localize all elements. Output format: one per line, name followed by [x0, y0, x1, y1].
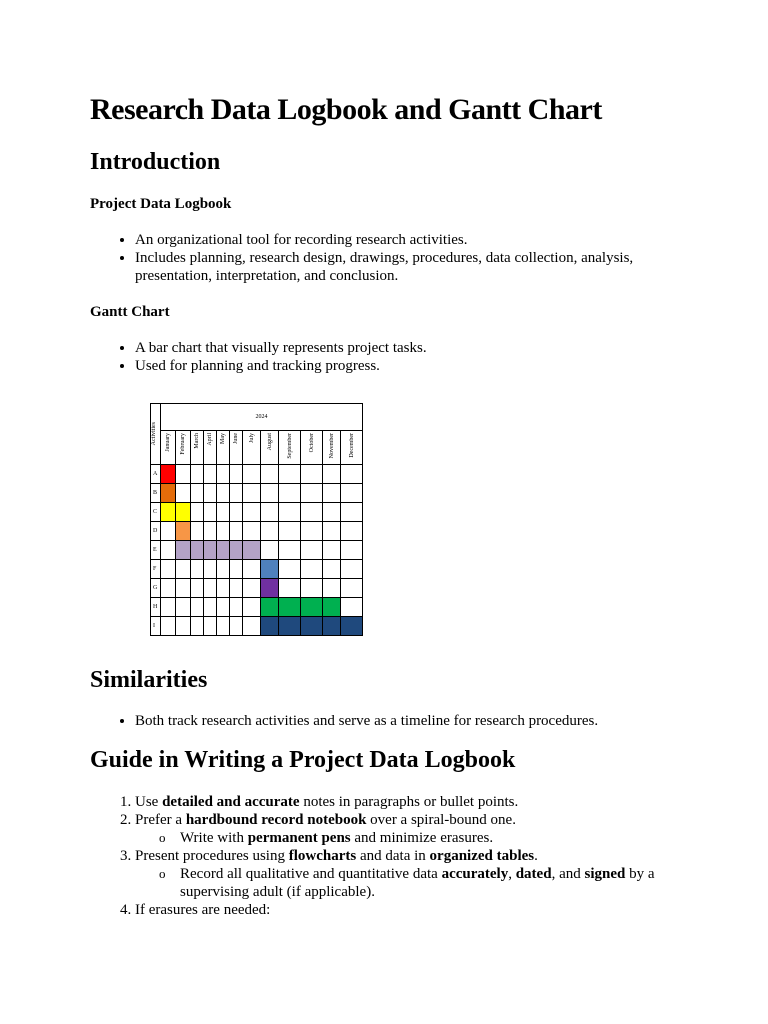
- gantt-empty-cell: [301, 579, 323, 598]
- gantt-empty-cell: [301, 465, 323, 484]
- page-title: Research Data Logbook and Gantt Chart: [90, 93, 602, 126]
- list-item: 4. If erasures are needed:: [135, 901, 695, 919]
- month-label: July: [248, 433, 255, 444]
- gantt-empty-cell: [341, 522, 363, 541]
- sub-list: [135, 865, 695, 901]
- similarities-bullets: [90, 712, 695, 730]
- gantt-bar-cell: [279, 598, 301, 617]
- gantt-empty-cell: [217, 579, 230, 598]
- month-header: [323, 431, 341, 465]
- gantt-empty-cell: [323, 541, 341, 560]
- gantt-empty-cell: [230, 522, 243, 541]
- gantt-empty-cell: [191, 560, 204, 579]
- gantt-empty-cell: [279, 541, 301, 560]
- month-header: [191, 431, 204, 465]
- gantt-empty-cell: [191, 465, 204, 484]
- gantt-bar-cell: [243, 541, 261, 560]
- gantt-empty-cell: [341, 579, 363, 598]
- gantt-empty-cell: [204, 560, 217, 579]
- gantt-empty-cell: [279, 522, 301, 541]
- gantt-empty-cell: [217, 484, 230, 503]
- gantt-empty-cell: [230, 579, 243, 598]
- month-header: [261, 431, 279, 465]
- month-label: March: [194, 433, 200, 449]
- activity-label: F: [151, 560, 161, 579]
- list-item: • A bar chart that visually represents project tasks.: [135, 339, 695, 357]
- gantt-bar-cell: [161, 465, 176, 484]
- activity-label: H: [151, 598, 161, 617]
- list-item: • Includes planning, research design, drawings, procedures, data collection, analysis, presentation, interpretation, and conclusion.: [135, 249, 695, 285]
- gantt-empty-cell: [341, 484, 363, 503]
- gantt-empty-cell: [341, 503, 363, 522]
- gantt-empty-cell: [279, 465, 301, 484]
- month-label: May: [220, 433, 226, 444]
- gantt-empty-cell: [176, 579, 191, 598]
- activities-header: [151, 404, 161, 465]
- month-header: [279, 431, 301, 465]
- gantt-empty-cell: [261, 522, 279, 541]
- gantt-empty-cell: [217, 560, 230, 579]
- guide-heading: Guide in Writing a Project Data Logbook: [90, 747, 516, 773]
- gantt-bar-cell: [301, 598, 323, 617]
- gantt-empty-cell: [323, 465, 341, 484]
- gantt-empty-cell: [230, 484, 243, 503]
- month-label: November: [328, 433, 335, 459]
- gantt-empty-cell: [161, 617, 176, 636]
- month-header: [161, 431, 176, 465]
- gantt-empty-cell: [261, 484, 279, 503]
- gantt-chart: [150, 403, 364, 638]
- gantt-empty-cell: [323, 522, 341, 541]
- month-header: [176, 431, 191, 465]
- gantt-empty-cell: [176, 560, 191, 579]
- gantt-empty-cell: [301, 522, 323, 541]
- gantt-empty-cell: [341, 560, 363, 579]
- gantt-empty-cell: [204, 484, 217, 503]
- gantt-empty-cell: [323, 560, 341, 579]
- month-label: June: [233, 433, 239, 444]
- gantt-row: [151, 560, 363, 579]
- sub-list: [135, 829, 695, 847]
- gantt-empty-cell: [243, 560, 261, 579]
- gantt-empty-cell: [191, 579, 204, 598]
- year-header: 2024: [161, 404, 363, 431]
- gantt-bar-cell: [161, 503, 176, 522]
- gantt-bar-cell: [161, 484, 176, 503]
- gantt-empty-cell: [191, 484, 204, 503]
- activity-label: D: [151, 522, 161, 541]
- gantt-empty-cell: [261, 465, 279, 484]
- activity-label: A: [151, 465, 161, 484]
- gantt-empty-cell: [204, 465, 217, 484]
- gantt-bar-cell: [261, 560, 279, 579]
- month-label: August: [266, 433, 273, 451]
- month-header: [217, 431, 230, 465]
- gantt-bullets: [90, 339, 695, 375]
- gantt-empty-cell: [243, 598, 261, 617]
- gantt-empty-cell: [230, 560, 243, 579]
- gantt-empty-cell: [301, 560, 323, 579]
- list-item: • Used for planning and tracking progress.: [135, 357, 695, 375]
- sub-list-item: o Record all qualitative and quantitative data accurately, dated, and signed by a supervising adult (if applicable).: [180, 865, 695, 901]
- gantt-empty-cell: [230, 598, 243, 617]
- gantt-empty-cell: [204, 579, 217, 598]
- activity-label: E: [151, 541, 161, 560]
- gantt-table: [150, 403, 363, 636]
- guide-numbered-list: [90, 793, 695, 919]
- gantt-row: [151, 465, 363, 484]
- gantt-empty-cell: [204, 598, 217, 617]
- gantt-bar-cell: [279, 617, 301, 636]
- gantt-empty-cell: [243, 465, 261, 484]
- gantt-empty-cell: [301, 484, 323, 503]
- gantt-empty-cell: [261, 503, 279, 522]
- gantt-empty-cell: [243, 503, 261, 522]
- month-header: [301, 431, 323, 465]
- gantt-empty-cell: [161, 579, 176, 598]
- month-label: January: [165, 433, 171, 452]
- month-label: October: [308, 433, 315, 453]
- month-label: December: [348, 433, 355, 458]
- gantt-row: [151, 484, 363, 503]
- gantt-empty-cell: [204, 617, 217, 636]
- gantt-empty-cell: [191, 522, 204, 541]
- gantt-bar-cell: [323, 617, 341, 636]
- month-label: February: [180, 433, 186, 455]
- gantt-bar-cell: [301, 617, 323, 636]
- activity-label: C: [151, 503, 161, 522]
- sub-list-item: o Write with permanent pens and minimize erasures.: [180, 829, 695, 847]
- gantt-empty-cell: [230, 465, 243, 484]
- gantt-empty-cell: [301, 541, 323, 560]
- gantt-empty-cell: [161, 560, 176, 579]
- gantt-bar-cell: [261, 579, 279, 598]
- gantt-empty-cell: [217, 617, 230, 636]
- gantt-empty-cell: [230, 503, 243, 522]
- activity-label: I: [151, 617, 161, 636]
- list-item: • An organizational tool for recording research activities.: [135, 231, 695, 249]
- gantt-empty-cell: [341, 598, 363, 617]
- gantt-row: [151, 579, 363, 598]
- gantt-empty-cell: [243, 617, 261, 636]
- gantt-bar-cell: [176, 541, 191, 560]
- introduction-heading: Introduction: [90, 149, 221, 175]
- gantt-empty-cell: [191, 598, 204, 617]
- list-item: 2. Prefer a hardbound record notebook over a spiral-bound one. o Write with permanent pens and minimize erasures.: [135, 811, 695, 847]
- gantt-empty-cell: [230, 617, 243, 636]
- month-header: [204, 431, 217, 465]
- gantt-row: [151, 617, 363, 636]
- list-item: • Both track research activities and serve as a timeline for research procedures.: [135, 712, 695, 730]
- list-item: 3. Present procedures using flowcharts and data in organized tables. o Record all qualitative and quantitative data accurately, dated, and signed by a supervising adult (if applicable).: [135, 847, 695, 901]
- gantt-row: [151, 598, 363, 617]
- gantt-empty-cell: [176, 598, 191, 617]
- gantt-empty-cell: [217, 522, 230, 541]
- gantt-empty-cell: [261, 541, 279, 560]
- activity-label: B: [151, 484, 161, 503]
- gantt-subheading: Gantt Chart: [90, 304, 170, 320]
- gantt-empty-cell: [341, 541, 363, 560]
- gantt-empty-cell: [341, 465, 363, 484]
- gantt-row: [151, 522, 363, 541]
- gantt-empty-cell: [323, 484, 341, 503]
- logbook-subheading: Project Data Logbook: [90, 196, 232, 212]
- gantt-empty-cell: [176, 465, 191, 484]
- gantt-empty-cell: [301, 503, 323, 522]
- logbook-bullets: [90, 231, 695, 285]
- list-item: 1. Use detailed and accurate notes in paragraphs or bullet points.: [135, 793, 695, 811]
- gantt-bar-cell: [217, 541, 230, 560]
- gantt-bar-cell: [176, 503, 191, 522]
- gantt-empty-cell: [243, 579, 261, 598]
- gantt-empty-cell: [217, 598, 230, 617]
- gantt-empty-cell: [204, 503, 217, 522]
- month-header: [341, 431, 363, 465]
- gantt-empty-cell: [204, 522, 217, 541]
- gantt-empty-cell: [191, 617, 204, 636]
- month-label: April: [207, 433, 213, 446]
- gantt-empty-cell: [279, 484, 301, 503]
- gantt-empty-cell: [217, 465, 230, 484]
- gantt-empty-cell: [279, 579, 301, 598]
- gantt-bar-cell: [230, 541, 243, 560]
- gantt-empty-cell: [161, 522, 176, 541]
- gantt-bar-cell: [261, 598, 279, 617]
- gantt-empty-cell: [323, 503, 341, 522]
- gantt-bar-cell: [341, 617, 363, 636]
- gantt-empty-cell: [217, 503, 230, 522]
- month-header: [230, 431, 243, 465]
- gantt-empty-cell: [176, 484, 191, 503]
- gantt-bar-cell: [204, 541, 217, 560]
- gantt-empty-cell: [323, 579, 341, 598]
- gantt-empty-cell: [279, 560, 301, 579]
- month-label: September: [286, 433, 293, 459]
- gantt-bar-cell: [261, 617, 279, 636]
- similarities-heading: Similarities: [90, 667, 208, 693]
- gantt-row: [151, 541, 363, 560]
- gantt-bar-cell: [323, 598, 341, 617]
- gantt-bar-cell: [176, 522, 191, 541]
- gantt-empty-cell: [279, 503, 301, 522]
- gantt-bar-cell: [191, 541, 204, 560]
- gantt-row: [151, 503, 363, 522]
- gantt-empty-cell: [161, 598, 176, 617]
- month-header: [243, 431, 261, 465]
- gantt-empty-cell: [176, 617, 191, 636]
- gantt-empty-cell: [243, 522, 261, 541]
- activity-label: G: [151, 579, 161, 598]
- gantt-empty-cell: [243, 484, 261, 503]
- gantt-empty-cell: [191, 503, 204, 522]
- gantt-empty-cell: [161, 541, 176, 560]
- activities-label: Activities: [151, 422, 157, 446]
